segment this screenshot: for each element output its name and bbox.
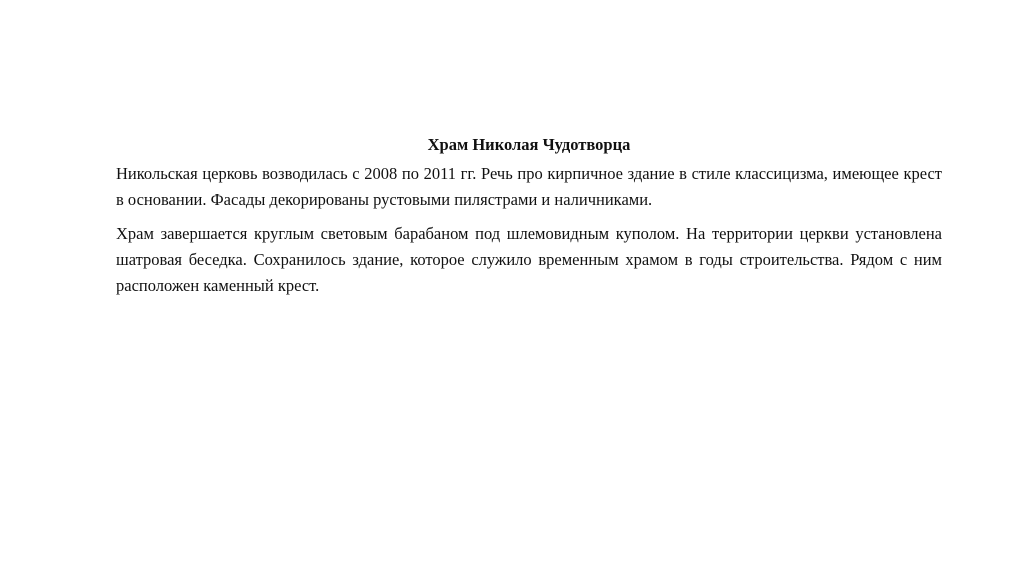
- document-title: Храм Николая Чудотворца: [427, 135, 631, 154]
- paragraph-construction: Никольская церковь возводилась с 2008 по 2011 гг. Речь про кирпичное здание в стиле классицизма, имеющее крест в основании. Фасады декорированы рустовыми пилястрами и наличниками.: [116, 164, 942, 209]
- document-body: [116, 133, 942, 307]
- paragraph-architecture: Храм завершается круглым световым барабаном под шлемовидным куполом. На территории церкви установлена шатровая беседка. Сохранилось здание, которое служило временным храмом в годы строительства. Рядом с ним расположен каменный крест.: [116, 224, 942, 295]
